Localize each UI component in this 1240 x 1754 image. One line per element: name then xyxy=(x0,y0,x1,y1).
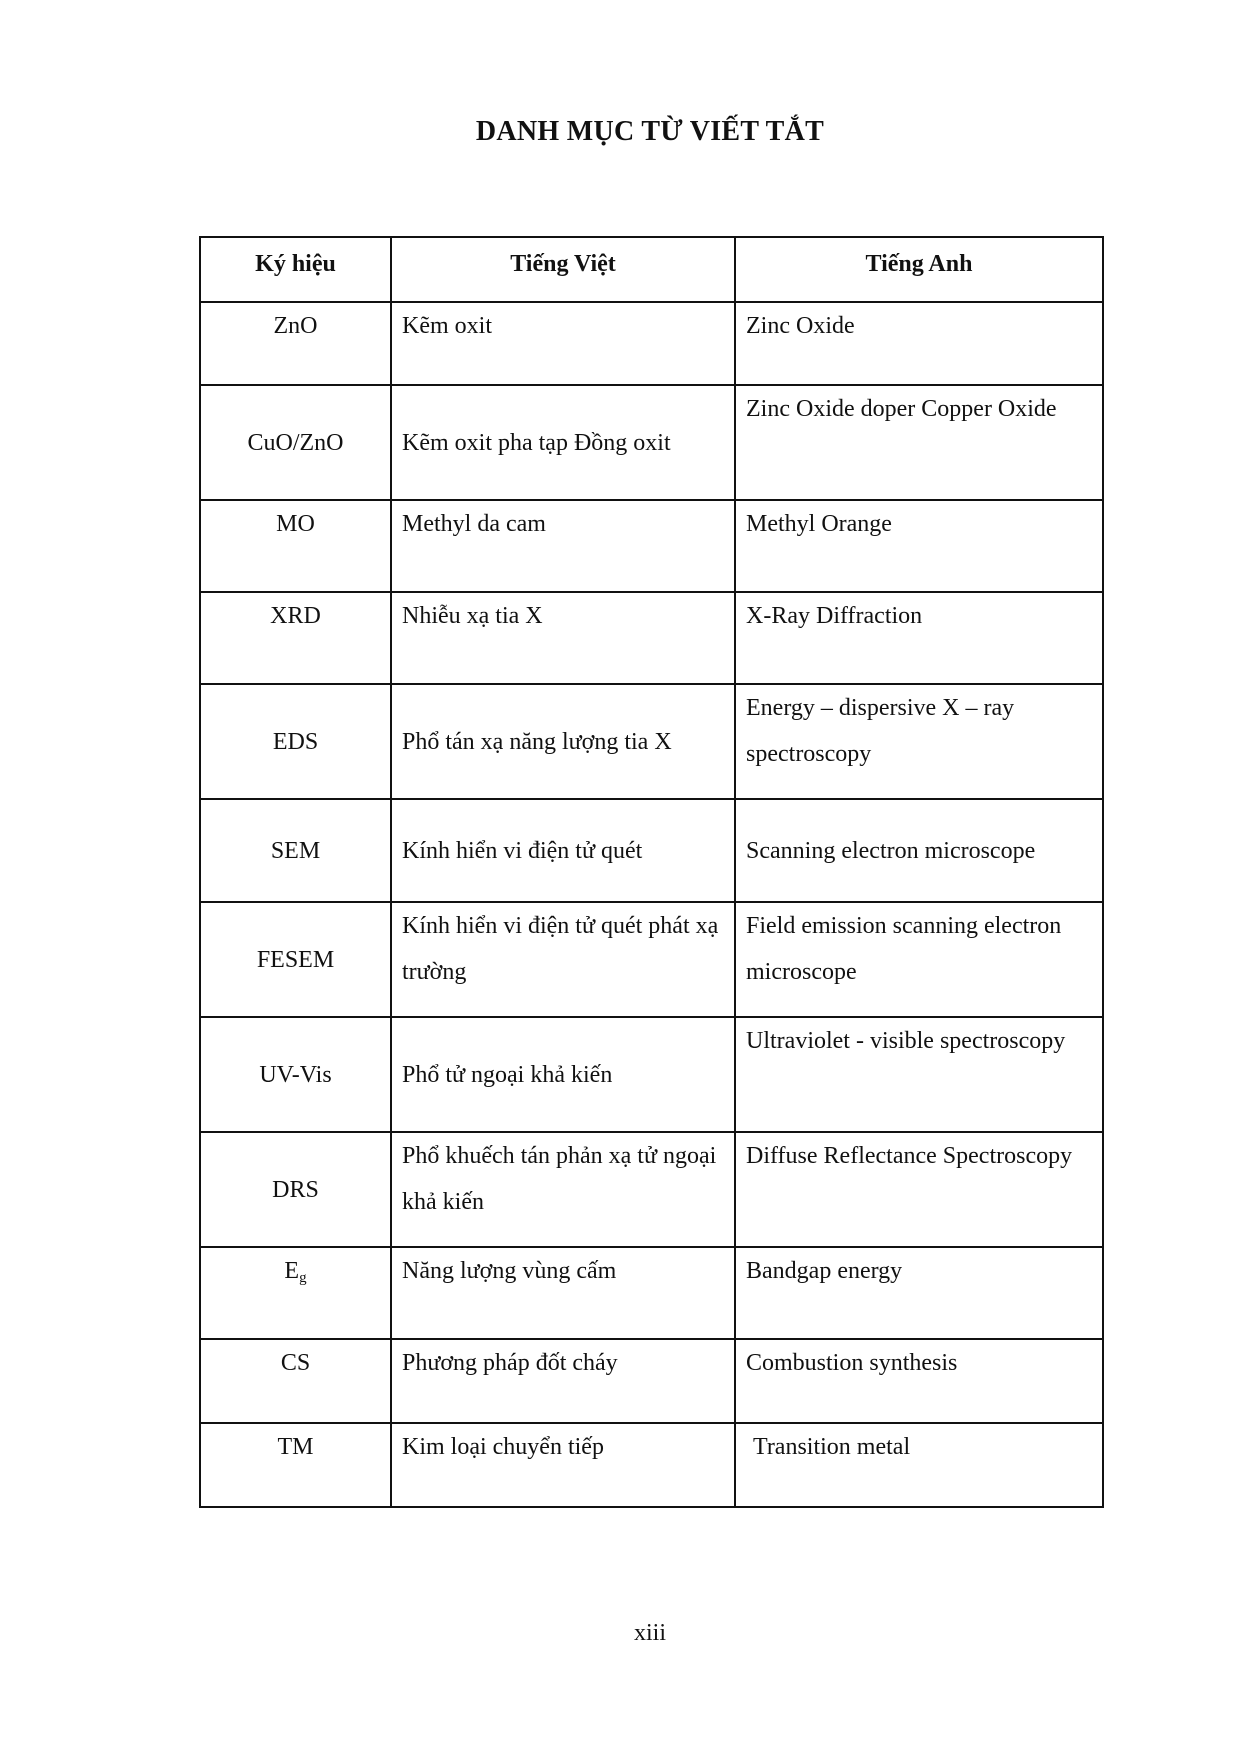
english-cell xyxy=(735,684,1103,799)
header-english: Tiếng Anh xyxy=(735,237,1103,302)
vietnamese-cell xyxy=(391,1017,735,1132)
english-cell xyxy=(735,500,1103,592)
vietnamese-text: Kẽm oxit pha tạp Đồng oxit xyxy=(402,429,671,456)
symbol-cell: UV-Vis xyxy=(200,1017,391,1132)
symbol-cell: EDS xyxy=(200,684,391,799)
symbol-cell: SEM xyxy=(200,799,391,902)
symbol-base: E xyxy=(284,1258,300,1284)
table-header-row xyxy=(200,237,1103,302)
page-title: DANH MỤC TỪ VIẾT TẮT xyxy=(475,116,825,147)
vietnamese-cell xyxy=(391,500,735,592)
vietnamese-cell xyxy=(391,592,735,684)
header-vietnamese: Tiếng Việt xyxy=(391,237,735,302)
table-row xyxy=(200,1339,1103,1423)
vietnamese-cell xyxy=(391,1247,735,1339)
english-text: Energy – dispersive X – ray spectroscopy xyxy=(746,695,1015,767)
english-cell xyxy=(735,902,1103,1017)
english-cell xyxy=(735,1132,1103,1247)
vietnamese-cell xyxy=(391,799,735,902)
vietnamese-cell xyxy=(391,1339,735,1423)
vietnamese-text: Phổ tán xạ năng lượng tia X xyxy=(402,728,672,755)
table-row xyxy=(200,500,1103,592)
vietnamese-text: Methyl da cam xyxy=(402,511,546,537)
table-row xyxy=(200,1017,1103,1132)
symbol-cell: MO xyxy=(200,500,391,592)
vietnamese-text: Kẽm oxit xyxy=(402,313,492,339)
english-text: Zinc Oxide doper Copper Oxide xyxy=(746,396,1057,422)
vietnamese-cell xyxy=(391,1132,735,1247)
table-row xyxy=(200,592,1103,684)
vietnamese-text: Năng lượng vùng cấm xyxy=(402,1258,617,1284)
vietnamese-text: Nhiễu xạ tia X xyxy=(402,603,543,629)
table-row xyxy=(200,1423,1103,1507)
vietnamese-text: Phương pháp đốt cháy xyxy=(402,1350,618,1376)
english-text: X-Ray Diffraction xyxy=(746,603,923,629)
english-cell xyxy=(735,385,1103,500)
english-cell xyxy=(735,592,1103,684)
table-row xyxy=(200,799,1103,902)
vietnamese-cell xyxy=(391,1423,735,1507)
page-number: xiii xyxy=(633,1620,666,1646)
symbol-cell xyxy=(200,1247,391,1339)
english-cell xyxy=(735,1017,1103,1132)
table-row xyxy=(200,385,1103,500)
symbol-cell: ZnO xyxy=(200,302,391,385)
english-text: Scanning electron microscope xyxy=(746,837,1036,864)
table-row xyxy=(200,1247,1103,1339)
english-text: Bandgap energy xyxy=(746,1258,903,1284)
english-text: Ultraviolet - visible spectroscopy xyxy=(746,1028,1066,1054)
english-cell xyxy=(735,799,1103,902)
symbol-cell: CuO/ZnO xyxy=(200,385,391,500)
symbol-subscript: g xyxy=(299,1270,307,1286)
abbreviation-table xyxy=(199,236,1104,1508)
table-row xyxy=(200,684,1103,799)
english-text: Field emission scanning electron microscope xyxy=(746,913,1062,985)
vietnamese-text: Kính hiển vi điện tử quét xyxy=(402,837,643,864)
table-row xyxy=(200,302,1103,385)
english-cell xyxy=(735,1339,1103,1423)
symbol-cell: FESEM xyxy=(200,902,391,1017)
table-row xyxy=(200,902,1103,1017)
vietnamese-cell xyxy=(391,302,735,385)
vietnamese-text: Kim loại chuyển tiếp xyxy=(402,1434,604,1460)
english-cell xyxy=(735,1423,1103,1507)
english-text: Zinc Oxide xyxy=(746,313,855,339)
english-text: Methyl Orange xyxy=(746,511,892,537)
table-row xyxy=(200,1132,1103,1247)
symbol-cell: XRD xyxy=(200,592,391,684)
english-cell xyxy=(735,1247,1103,1339)
vietnamese-text: Phổ tử ngoại khả kiến xyxy=(402,1061,613,1088)
vietnamese-cell xyxy=(391,902,735,1017)
english-text: Combustion synthesis xyxy=(746,1350,958,1376)
symbol-cell: TM xyxy=(200,1423,391,1507)
vietnamese-text: Phổ khuếch tán phản xạ tử ngoại khả kiến xyxy=(402,1143,717,1215)
header-symbol: Ký hiệu xyxy=(200,237,391,302)
vietnamese-text: Kính hiển vi điện tử quét phát xạ trường xyxy=(402,913,719,985)
vietnamese-cell xyxy=(391,385,735,500)
english-text: Transition metal xyxy=(753,1434,911,1460)
english-text: Diffuse Reflectance Spectroscopy xyxy=(746,1143,1073,1169)
symbol-cell: DRS xyxy=(200,1132,391,1247)
vietnamese-cell xyxy=(391,684,735,799)
english-cell xyxy=(735,302,1103,385)
symbol-cell: CS xyxy=(200,1339,391,1423)
